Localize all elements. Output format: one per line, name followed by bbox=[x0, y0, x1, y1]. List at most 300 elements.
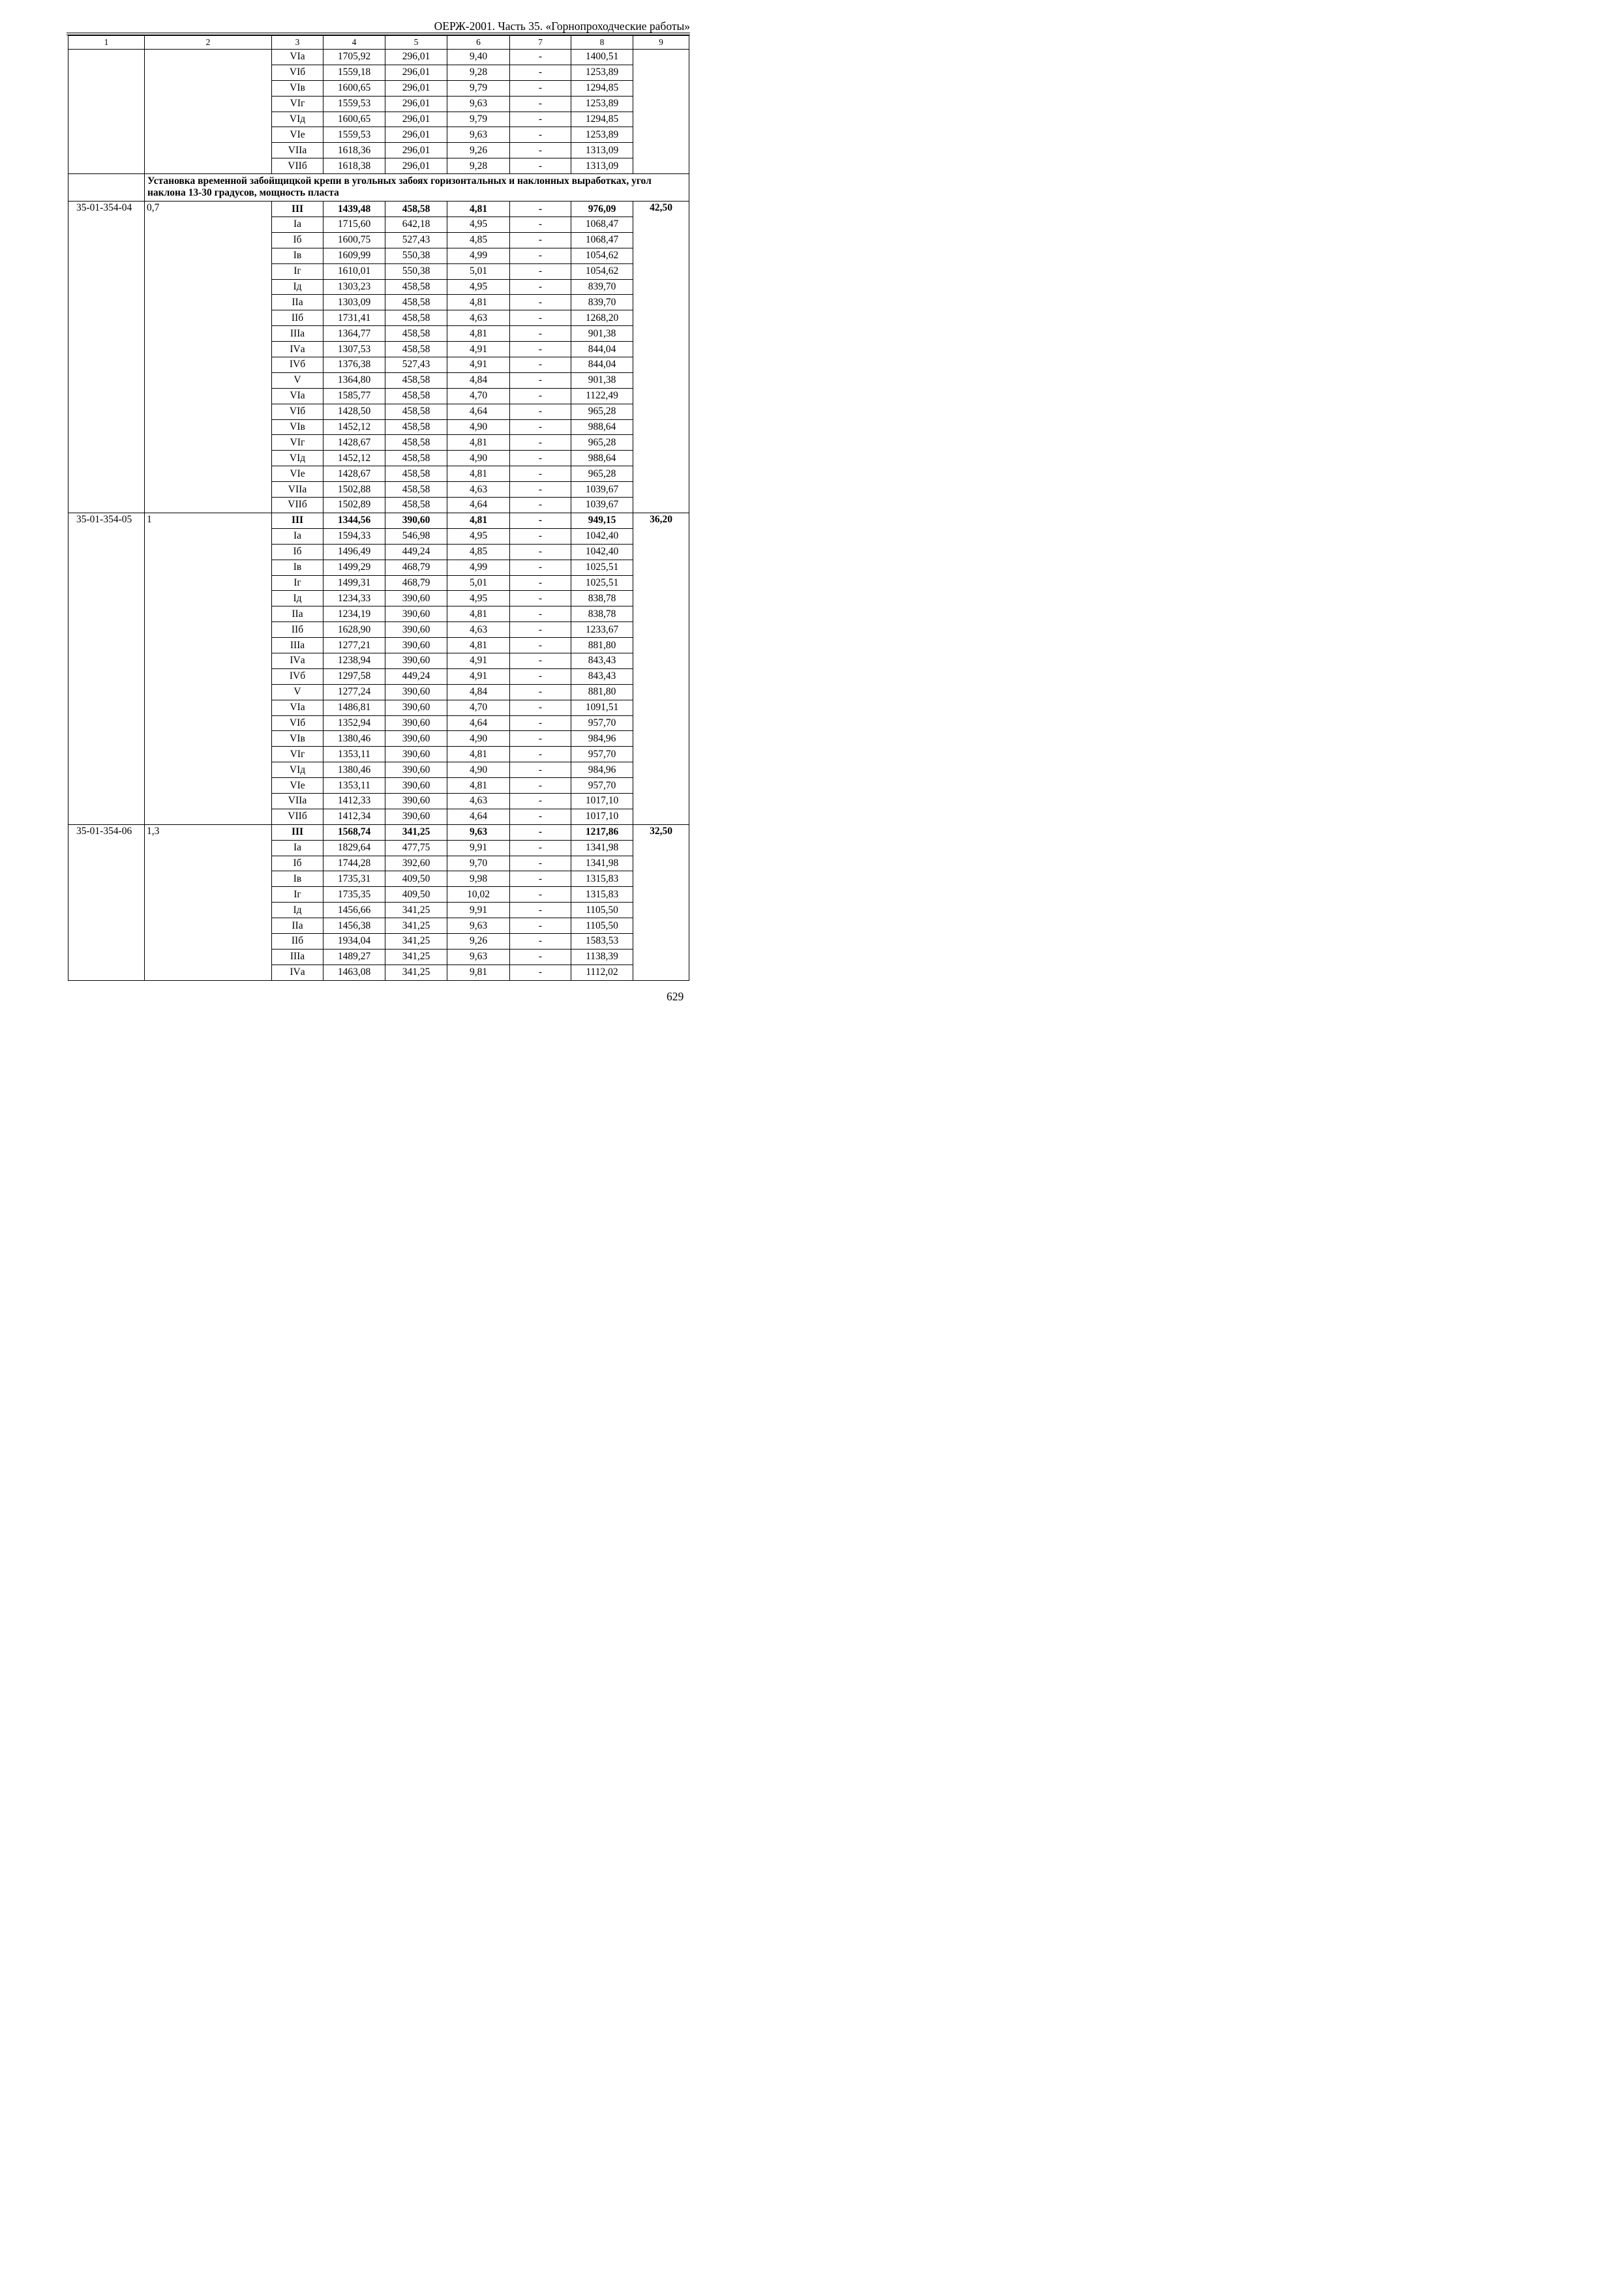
column-number-row bbox=[68, 36, 689, 50]
code-cell bbox=[68, 50, 145, 174]
direct-cost-cell: 1499,31 bbox=[323, 575, 385, 591]
labor-cost-cell: 458,58 bbox=[385, 419, 447, 435]
material-cost-cell: 1039,67 bbox=[571, 482, 633, 498]
labor-cost-cell: 341,25 bbox=[385, 949, 447, 965]
zone-cell: VIIб bbox=[272, 158, 323, 174]
machine-cost-cell: 4,64 bbox=[447, 498, 510, 513]
driver-wage-cell: - bbox=[510, 793, 571, 809]
direct-cost-cell: 1618,38 bbox=[323, 158, 385, 174]
machine-cost-cell: 4,64 bbox=[447, 809, 510, 824]
zone-cell: IVа bbox=[272, 965, 323, 980]
labor-cost-cell: 409,50 bbox=[385, 871, 447, 887]
labor-cost-cell: 458,58 bbox=[385, 435, 447, 451]
column-number: 6 bbox=[447, 36, 510, 50]
material-cost-cell: 844,04 bbox=[571, 357, 633, 373]
machine-cost-cell: 9,81 bbox=[447, 965, 510, 980]
thickness-cell bbox=[145, 50, 272, 174]
labor-hours-cell bbox=[633, 513, 689, 824]
machine-cost-cell: 4,63 bbox=[447, 482, 510, 498]
zone-cell: VIIб bbox=[272, 809, 323, 824]
material-cost-cell: 901,38 bbox=[571, 326, 633, 342]
direct-cost-cell: 1456,66 bbox=[323, 903, 385, 918]
direct-cost-cell: 1934,04 bbox=[323, 933, 385, 949]
section-row bbox=[68, 174, 689, 202]
direct-cost-cell: 1499,29 bbox=[323, 560, 385, 575]
labor-cost-cell: 642,18 bbox=[385, 217, 447, 233]
labor-cost-cell: 458,58 bbox=[385, 295, 447, 310]
zone-cell: IVб bbox=[272, 357, 323, 373]
direct-cost-cell: 1735,35 bbox=[323, 887, 385, 903]
machine-cost-cell: 4,81 bbox=[447, 606, 510, 622]
driver-wage-cell: - bbox=[510, 622, 571, 638]
material-cost-cell: 1341,98 bbox=[571, 856, 633, 871]
driver-wage-cell: - bbox=[510, 653, 571, 668]
labor-cost-cell: 390,60 bbox=[385, 606, 447, 622]
driver-wage-cell: - bbox=[510, 684, 571, 700]
labor-cost-cell: 390,60 bbox=[385, 809, 447, 824]
material-cost-cell: 844,04 bbox=[571, 342, 633, 357]
zone-cell: VIIа bbox=[272, 793, 323, 809]
labor-cost-cell: 468,79 bbox=[385, 560, 447, 575]
direct-cost-cell: 1585,77 bbox=[323, 388, 385, 404]
driver-wage-cell: - bbox=[510, 50, 571, 65]
machine-cost-cell: 4,81 bbox=[447, 638, 510, 653]
zone-cell: IIб bbox=[272, 310, 323, 326]
column-number: 5 bbox=[385, 36, 447, 50]
labor-cost-cell: 341,25 bbox=[385, 933, 447, 949]
driver-wage-cell: - bbox=[510, 933, 571, 949]
zone-cell: VIв bbox=[272, 80, 323, 96]
thickness-cell: 1 bbox=[145, 513, 272, 824]
direct-cost-cell: 1277,24 bbox=[323, 684, 385, 700]
direct-cost-cell: 1744,28 bbox=[323, 856, 385, 871]
direct-cost-cell: 1452,12 bbox=[323, 451, 385, 466]
price-table bbox=[68, 35, 689, 981]
material-cost-cell: 1068,47 bbox=[571, 232, 633, 248]
zone-cell: Iг bbox=[272, 575, 323, 591]
direct-cost-cell: 1600,65 bbox=[323, 112, 385, 127]
code-cell: 35-01-354-04 bbox=[68, 202, 145, 513]
direct-cost-cell: 1496,49 bbox=[323, 544, 385, 560]
column-number: 7 bbox=[510, 36, 571, 50]
machine-cost-cell: 4,90 bbox=[447, 762, 510, 778]
driver-wage-cell: - bbox=[510, 248, 571, 263]
page-number: 629 bbox=[667, 990, 684, 1003]
machine-cost-cell: 9,28 bbox=[447, 65, 510, 80]
labor-cost-cell: 341,25 bbox=[385, 918, 447, 934]
material-cost-cell: 1253,89 bbox=[571, 127, 633, 143]
zone-cell: VIа bbox=[272, 388, 323, 404]
labor-cost-cell: 468,79 bbox=[385, 575, 447, 591]
machine-cost-cell: 4,81 bbox=[447, 466, 510, 482]
driver-wage-cell: - bbox=[510, 668, 571, 684]
labor-cost-cell: 458,58 bbox=[385, 310, 447, 326]
machine-cost-cell: 4,81 bbox=[447, 202, 510, 217]
material-cost-cell: 1253,89 bbox=[571, 65, 633, 80]
labor-cost-cell: 449,24 bbox=[385, 668, 447, 684]
labor-cost-cell: 527,43 bbox=[385, 357, 447, 373]
zone-cell: VIг bbox=[272, 747, 323, 762]
zone-cell: Iв bbox=[272, 560, 323, 575]
labor-cost-cell: 390,60 bbox=[385, 731, 447, 747]
labor-cost-cell: 458,58 bbox=[385, 388, 447, 404]
labor-cost-cell: 458,58 bbox=[385, 498, 447, 513]
direct-cost-cell: 1600,75 bbox=[323, 232, 385, 248]
zone-cell: III bbox=[272, 824, 323, 840]
machine-cost-cell: 4,85 bbox=[447, 232, 510, 248]
direct-cost-cell: 1600,65 bbox=[323, 80, 385, 96]
labor-cost-cell: 296,01 bbox=[385, 143, 447, 158]
driver-wage-cell: - bbox=[510, 357, 571, 373]
labor-hours-cell bbox=[633, 824, 689, 980]
driver-wage-cell: - bbox=[510, 65, 571, 80]
machine-cost-cell: 5,01 bbox=[447, 575, 510, 591]
machine-cost-cell: 4,81 bbox=[447, 435, 510, 451]
machine-cost-cell: 4,91 bbox=[447, 342, 510, 357]
machine-cost-cell: 4,84 bbox=[447, 372, 510, 388]
direct-cost-cell: 1412,34 bbox=[323, 809, 385, 824]
material-cost-cell: 1054,62 bbox=[571, 248, 633, 263]
column-number: 8 bbox=[571, 36, 633, 50]
machine-cost-cell: 4,64 bbox=[447, 404, 510, 419]
zone-cell: Iд bbox=[272, 903, 323, 918]
direct-cost-cell: 1277,21 bbox=[323, 638, 385, 653]
machine-cost-cell: 4,64 bbox=[447, 715, 510, 731]
machine-cost-cell: 4,63 bbox=[447, 310, 510, 326]
direct-cost-cell: 1353,11 bbox=[323, 747, 385, 762]
material-cost-cell: 1091,51 bbox=[571, 700, 633, 715]
zone-cell: VIIа bbox=[272, 143, 323, 158]
zone-cell: IIа bbox=[272, 606, 323, 622]
driver-wage-cell: - bbox=[510, 809, 571, 824]
driver-wage-cell: - bbox=[510, 560, 571, 575]
material-cost-cell: 1112,02 bbox=[571, 965, 633, 980]
zone-cell: IIа bbox=[272, 295, 323, 310]
direct-cost-cell: 1502,88 bbox=[323, 482, 385, 498]
column-number: 1 bbox=[68, 36, 145, 50]
labor-cost-cell: 390,60 bbox=[385, 793, 447, 809]
material-cost-cell: 1017,10 bbox=[571, 793, 633, 809]
labor-cost-cell: 341,25 bbox=[385, 824, 447, 840]
machine-cost-cell: 4,91 bbox=[447, 357, 510, 373]
material-cost-cell: 838,78 bbox=[571, 591, 633, 606]
labor-cost-cell: 458,58 bbox=[385, 466, 447, 482]
machine-cost-cell: 4,90 bbox=[447, 731, 510, 747]
table-row bbox=[68, 513, 689, 528]
direct-cost-cell: 1234,19 bbox=[323, 606, 385, 622]
material-cost-cell: 984,96 bbox=[571, 762, 633, 778]
labor-cost-cell: 341,25 bbox=[385, 903, 447, 918]
code-cell: 35-01-354-06 bbox=[68, 824, 145, 980]
driver-wage-cell: - bbox=[510, 965, 571, 980]
zone-cell: VIг bbox=[272, 96, 323, 112]
material-cost-cell: 1268,20 bbox=[571, 310, 633, 326]
direct-cost-cell: 1502,89 bbox=[323, 498, 385, 513]
material-cost-cell: 949,15 bbox=[571, 513, 633, 528]
material-cost-cell: 881,80 bbox=[571, 638, 633, 653]
zone-cell: Iб bbox=[272, 856, 323, 871]
material-cost-cell: 988,64 bbox=[571, 419, 633, 435]
direct-cost-cell: 1234,33 bbox=[323, 591, 385, 606]
zone-cell: IIIа bbox=[272, 326, 323, 342]
labor-cost-cell: 296,01 bbox=[385, 65, 447, 80]
labor-cost-cell: 296,01 bbox=[385, 96, 447, 112]
direct-cost-cell: 1559,18 bbox=[323, 65, 385, 80]
direct-cost-cell: 1439,48 bbox=[323, 202, 385, 217]
zone-cell: VIа bbox=[272, 700, 323, 715]
machine-cost-cell: 9,70 bbox=[447, 856, 510, 871]
labor-cost-cell: 296,01 bbox=[385, 158, 447, 174]
zone-cell: Iг bbox=[272, 887, 323, 903]
zone-cell: IIб bbox=[272, 622, 323, 638]
zone-cell: VIб bbox=[272, 715, 323, 731]
material-cost-cell: 839,70 bbox=[571, 279, 633, 295]
material-cost-cell: 976,09 bbox=[571, 202, 633, 217]
direct-cost-cell: 1486,81 bbox=[323, 700, 385, 715]
driver-wage-cell: - bbox=[510, 158, 571, 174]
labor-cost-cell: 458,58 bbox=[385, 202, 447, 217]
driver-wage-cell: - bbox=[510, 918, 571, 934]
labor-cost-cell: 390,60 bbox=[385, 622, 447, 638]
labor-cost-cell: 458,58 bbox=[385, 404, 447, 419]
driver-wage-cell: - bbox=[510, 528, 571, 544]
machine-cost-cell: 4,95 bbox=[447, 591, 510, 606]
zone-cell: VIг bbox=[272, 435, 323, 451]
driver-wage-cell: - bbox=[510, 202, 571, 217]
labor-hours-value: 42,50 bbox=[650, 202, 672, 214]
labor-cost-cell: 390,60 bbox=[385, 715, 447, 731]
zone-cell: VIе bbox=[272, 127, 323, 143]
direct-cost-cell: 1610,01 bbox=[323, 263, 385, 279]
driver-wage-cell: - bbox=[510, 96, 571, 112]
material-cost-cell: 843,43 bbox=[571, 653, 633, 668]
material-cost-cell: 838,78 bbox=[571, 606, 633, 622]
machine-cost-cell: 4,99 bbox=[447, 560, 510, 575]
material-cost-cell: 965,28 bbox=[571, 435, 633, 451]
machine-cost-cell: 4,95 bbox=[447, 217, 510, 233]
machine-cost-cell: 4,63 bbox=[447, 793, 510, 809]
machine-cost-cell: 9,63 bbox=[447, 918, 510, 934]
driver-wage-cell: - bbox=[510, 372, 571, 388]
driver-wage-cell: - bbox=[510, 903, 571, 918]
thickness-cell: 0,7 bbox=[145, 202, 272, 513]
direct-cost-cell: 1307,53 bbox=[323, 342, 385, 357]
labor-cost-cell: 341,25 bbox=[385, 965, 447, 980]
labor-cost-cell: 449,24 bbox=[385, 544, 447, 560]
direct-cost-cell: 1568,74 bbox=[323, 824, 385, 840]
material-cost-cell: 1400,51 bbox=[571, 50, 633, 65]
direct-cost-cell: 1376,38 bbox=[323, 357, 385, 373]
machine-cost-cell: 9,91 bbox=[447, 840, 510, 856]
material-cost-cell: 984,96 bbox=[571, 731, 633, 747]
machine-cost-cell: 4,99 bbox=[447, 248, 510, 263]
labor-cost-cell: 458,58 bbox=[385, 482, 447, 498]
driver-wage-cell: - bbox=[510, 638, 571, 653]
material-cost-cell: 1105,50 bbox=[571, 903, 633, 918]
labor-cost-cell: 390,60 bbox=[385, 700, 447, 715]
direct-cost-cell: 1452,12 bbox=[323, 419, 385, 435]
machine-cost-cell: 9,26 bbox=[447, 143, 510, 158]
material-cost-cell: 1341,98 bbox=[571, 840, 633, 856]
labor-hours-cell bbox=[633, 202, 689, 513]
material-cost-cell: 1068,47 bbox=[571, 217, 633, 233]
material-cost-cell: 1233,67 bbox=[571, 622, 633, 638]
material-cost-cell: 965,28 bbox=[571, 404, 633, 419]
labor-cost-cell: 390,60 bbox=[385, 778, 447, 794]
driver-wage-cell: - bbox=[510, 591, 571, 606]
direct-cost-cell: 1352,94 bbox=[323, 715, 385, 731]
labor-cost-cell: 477,75 bbox=[385, 840, 447, 856]
section-spacer bbox=[68, 174, 145, 202]
direct-cost-cell: 1364,80 bbox=[323, 372, 385, 388]
driver-wage-cell: - bbox=[510, 326, 571, 342]
driver-wage-cell: - bbox=[510, 435, 571, 451]
material-cost-cell: 1294,85 bbox=[571, 112, 633, 127]
machine-cost-cell: 4,81 bbox=[447, 778, 510, 794]
machine-cost-cell: 4,81 bbox=[447, 295, 510, 310]
direct-cost-cell: 1380,46 bbox=[323, 731, 385, 747]
labor-cost-cell: 550,38 bbox=[385, 263, 447, 279]
zone-cell: Iб bbox=[272, 544, 323, 560]
driver-wage-cell: - bbox=[510, 871, 571, 887]
labor-hours-value: 36,20 bbox=[650, 513, 672, 525]
machine-cost-cell: 9,40 bbox=[447, 50, 510, 65]
column-number: 9 bbox=[633, 36, 689, 50]
driver-wage-cell: - bbox=[510, 840, 571, 856]
machine-cost-cell: 4,81 bbox=[447, 326, 510, 342]
material-cost-cell: 957,70 bbox=[571, 778, 633, 794]
machine-cost-cell: 4,70 bbox=[447, 700, 510, 715]
direct-cost-cell: 1463,08 bbox=[323, 965, 385, 980]
direct-cost-cell: 1428,67 bbox=[323, 466, 385, 482]
machine-cost-cell: 5,01 bbox=[447, 263, 510, 279]
direct-cost-cell: 1364,77 bbox=[323, 326, 385, 342]
code-cell: 35-01-354-05 bbox=[68, 513, 145, 824]
thickness-cell: 1,3 bbox=[145, 824, 272, 980]
material-cost-cell: 839,70 bbox=[571, 295, 633, 310]
machine-cost-cell: 9,79 bbox=[447, 80, 510, 96]
column-number: 4 bbox=[323, 36, 385, 50]
direct-cost-cell: 1412,33 bbox=[323, 793, 385, 809]
driver-wage-cell: - bbox=[510, 715, 571, 731]
driver-wage-cell: - bbox=[510, 498, 571, 513]
driver-wage-cell: - bbox=[510, 856, 571, 871]
table-row bbox=[68, 824, 689, 840]
labor-cost-cell: 390,60 bbox=[385, 684, 447, 700]
labor-hours-value: 32,50 bbox=[650, 825, 672, 837]
driver-wage-cell: - bbox=[510, 747, 571, 762]
direct-cost-cell: 1303,09 bbox=[323, 295, 385, 310]
driver-wage-cell: - bbox=[510, 887, 571, 903]
direct-cost-cell: 1559,53 bbox=[323, 127, 385, 143]
labor-cost-cell: 527,43 bbox=[385, 232, 447, 248]
zone-cell: Iв bbox=[272, 871, 323, 887]
labor-cost-cell: 458,58 bbox=[385, 372, 447, 388]
labor-cost-cell: 390,60 bbox=[385, 513, 447, 528]
direct-cost-cell: 1353,11 bbox=[323, 778, 385, 794]
machine-cost-cell: 9,98 bbox=[447, 871, 510, 887]
material-cost-cell: 1025,51 bbox=[571, 575, 633, 591]
direct-cost-cell: 1618,36 bbox=[323, 143, 385, 158]
labor-cost-cell: 409,50 bbox=[385, 887, 447, 903]
labor-cost-cell: 458,58 bbox=[385, 451, 447, 466]
machine-cost-cell: 9,91 bbox=[447, 903, 510, 918]
machine-cost-cell: 9,26 bbox=[447, 933, 510, 949]
labor-cost-cell: 458,58 bbox=[385, 342, 447, 357]
zone-cell: Iа bbox=[272, 528, 323, 544]
zone-cell: VIд bbox=[272, 762, 323, 778]
zone-cell: Iг bbox=[272, 263, 323, 279]
driver-wage-cell: - bbox=[510, 342, 571, 357]
zone-cell: IVа bbox=[272, 342, 323, 357]
direct-cost-cell: 1594,33 bbox=[323, 528, 385, 544]
driver-wage-cell: - bbox=[510, 575, 571, 591]
zone-cell: III bbox=[272, 202, 323, 217]
direct-cost-cell: 1705,92 bbox=[323, 50, 385, 65]
labor-cost-cell: 390,60 bbox=[385, 762, 447, 778]
direct-cost-cell: 1344,56 bbox=[323, 513, 385, 528]
labor-cost-cell: 546,98 bbox=[385, 528, 447, 544]
driver-wage-cell: - bbox=[510, 310, 571, 326]
driver-wage-cell: - bbox=[510, 295, 571, 310]
zone-cell: Iд bbox=[272, 591, 323, 606]
zone-cell: Iд bbox=[272, 279, 323, 295]
page-header: ОЕРЖ-2001. Часть 35. «Горнопроходческие работы» bbox=[434, 20, 690, 33]
labor-cost-cell: 458,58 bbox=[385, 326, 447, 342]
labor-cost-cell: 458,58 bbox=[385, 279, 447, 295]
direct-cost-cell: 1428,67 bbox=[323, 435, 385, 451]
labor-cost-cell: 390,60 bbox=[385, 638, 447, 653]
direct-cost-cell: 1303,23 bbox=[323, 279, 385, 295]
zone-cell: VIв bbox=[272, 419, 323, 435]
direct-cost-cell: 1297,58 bbox=[323, 668, 385, 684]
direct-cost-cell: 1238,94 bbox=[323, 653, 385, 668]
direct-cost-cell: 1715,60 bbox=[323, 217, 385, 233]
zone-cell: IIIа bbox=[272, 949, 323, 965]
machine-cost-cell: 4,70 bbox=[447, 388, 510, 404]
zone-cell: VIд bbox=[272, 451, 323, 466]
machine-cost-cell: 9,63 bbox=[447, 949, 510, 965]
driver-wage-cell: - bbox=[510, 778, 571, 794]
driver-wage-cell: - bbox=[510, 700, 571, 715]
driver-wage-cell: - bbox=[510, 112, 571, 127]
machine-cost-cell: 9,63 bbox=[447, 824, 510, 840]
material-cost-cell: 1105,50 bbox=[571, 918, 633, 934]
driver-wage-cell: - bbox=[510, 466, 571, 482]
machine-cost-cell: 4,91 bbox=[447, 668, 510, 684]
machine-cost-cell: 4,90 bbox=[447, 419, 510, 435]
zone-cell: VIб bbox=[272, 65, 323, 80]
material-cost-cell: 957,70 bbox=[571, 715, 633, 731]
zone-cell: VIв bbox=[272, 731, 323, 747]
zone-cell: Iб bbox=[272, 232, 323, 248]
zone-cell: IVа bbox=[272, 653, 323, 668]
machine-cost-cell: 9,79 bbox=[447, 112, 510, 127]
labor-cost-cell: 390,60 bbox=[385, 747, 447, 762]
material-cost-cell: 1042,40 bbox=[571, 528, 633, 544]
machine-cost-cell: 4,91 bbox=[447, 653, 510, 668]
zone-cell: IIб bbox=[272, 933, 323, 949]
driver-wage-cell: - bbox=[510, 419, 571, 435]
machine-cost-cell: 4,95 bbox=[447, 528, 510, 544]
material-cost-cell: 1313,09 bbox=[571, 143, 633, 158]
material-cost-cell: 1025,51 bbox=[571, 560, 633, 575]
driver-wage-cell: - bbox=[510, 451, 571, 466]
machine-cost-cell: 4,85 bbox=[447, 544, 510, 560]
section-title: Установка временной забойщицкой крепи в угольных забоях горизонтальных и наклонных выработках, угол наклона 13-30 градусов, мощность пласта bbox=[145, 174, 689, 202]
machine-cost-cell: 4,90 bbox=[447, 451, 510, 466]
direct-cost-cell: 1731,41 bbox=[323, 310, 385, 326]
